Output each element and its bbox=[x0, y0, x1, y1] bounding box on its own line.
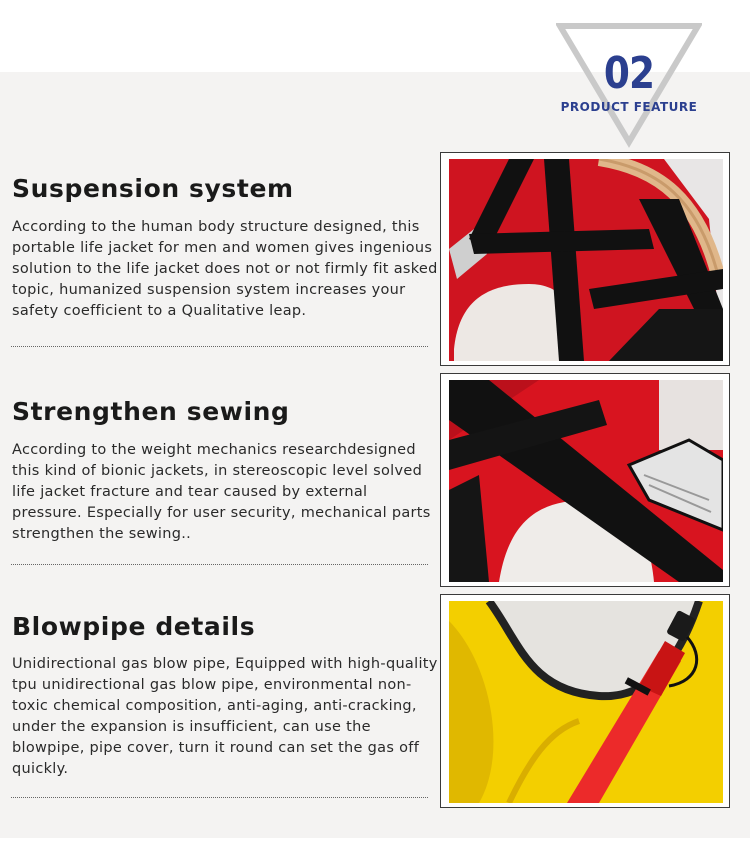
feature-photo-frame bbox=[440, 152, 730, 366]
feature-description: According to the human body structure designed, this portable life jacket for men and women gives ingenious solution to the life jacket does not or not firmly fit asked topic, humanized suspension system increases your safety coefficient to a Qualitative leap. bbox=[12, 219, 438, 319]
blowpipe-photo bbox=[449, 601, 723, 803]
feature-description: According to the weight mechanics researchdesigned this kind of bionic jackets, in stereoscopic level solved life jacket fracture and tear caused by external pressure. Especially for user security, mechanical parts strengthen the sewing.. bbox=[12, 442, 431, 542]
section-divider bbox=[11, 797, 428, 798]
feature-photo-frame bbox=[440, 594, 730, 808]
feature-heading: Strengthen sewing bbox=[12, 397, 290, 426]
feature-description: Unidirectional gas blow pipe, Equipped with high-quality tpu unidirectional gas blow pipe, environmental non-toxic chemical composition, anti-aging, anti-cracking, under the expansion is insufficient, can use the blowpipe, pipe cover, turn it round can set the gas off quickly. bbox=[12, 656, 438, 777]
reinforced-sewing-photo bbox=[449, 380, 723, 582]
section-divider bbox=[11, 346, 428, 347]
section-divider bbox=[11, 564, 428, 565]
feature-heading: Suspension system bbox=[12, 174, 294, 203]
feature-heading: Blowpipe details bbox=[12, 612, 256, 641]
product-feature-badge bbox=[556, 22, 702, 148]
section-number: 02 bbox=[603, 48, 655, 99]
section-label: PRODUCT FEATURE bbox=[560, 100, 698, 114]
feature-photo-frame bbox=[440, 373, 730, 587]
suspension-straps-photo bbox=[449, 159, 723, 361]
